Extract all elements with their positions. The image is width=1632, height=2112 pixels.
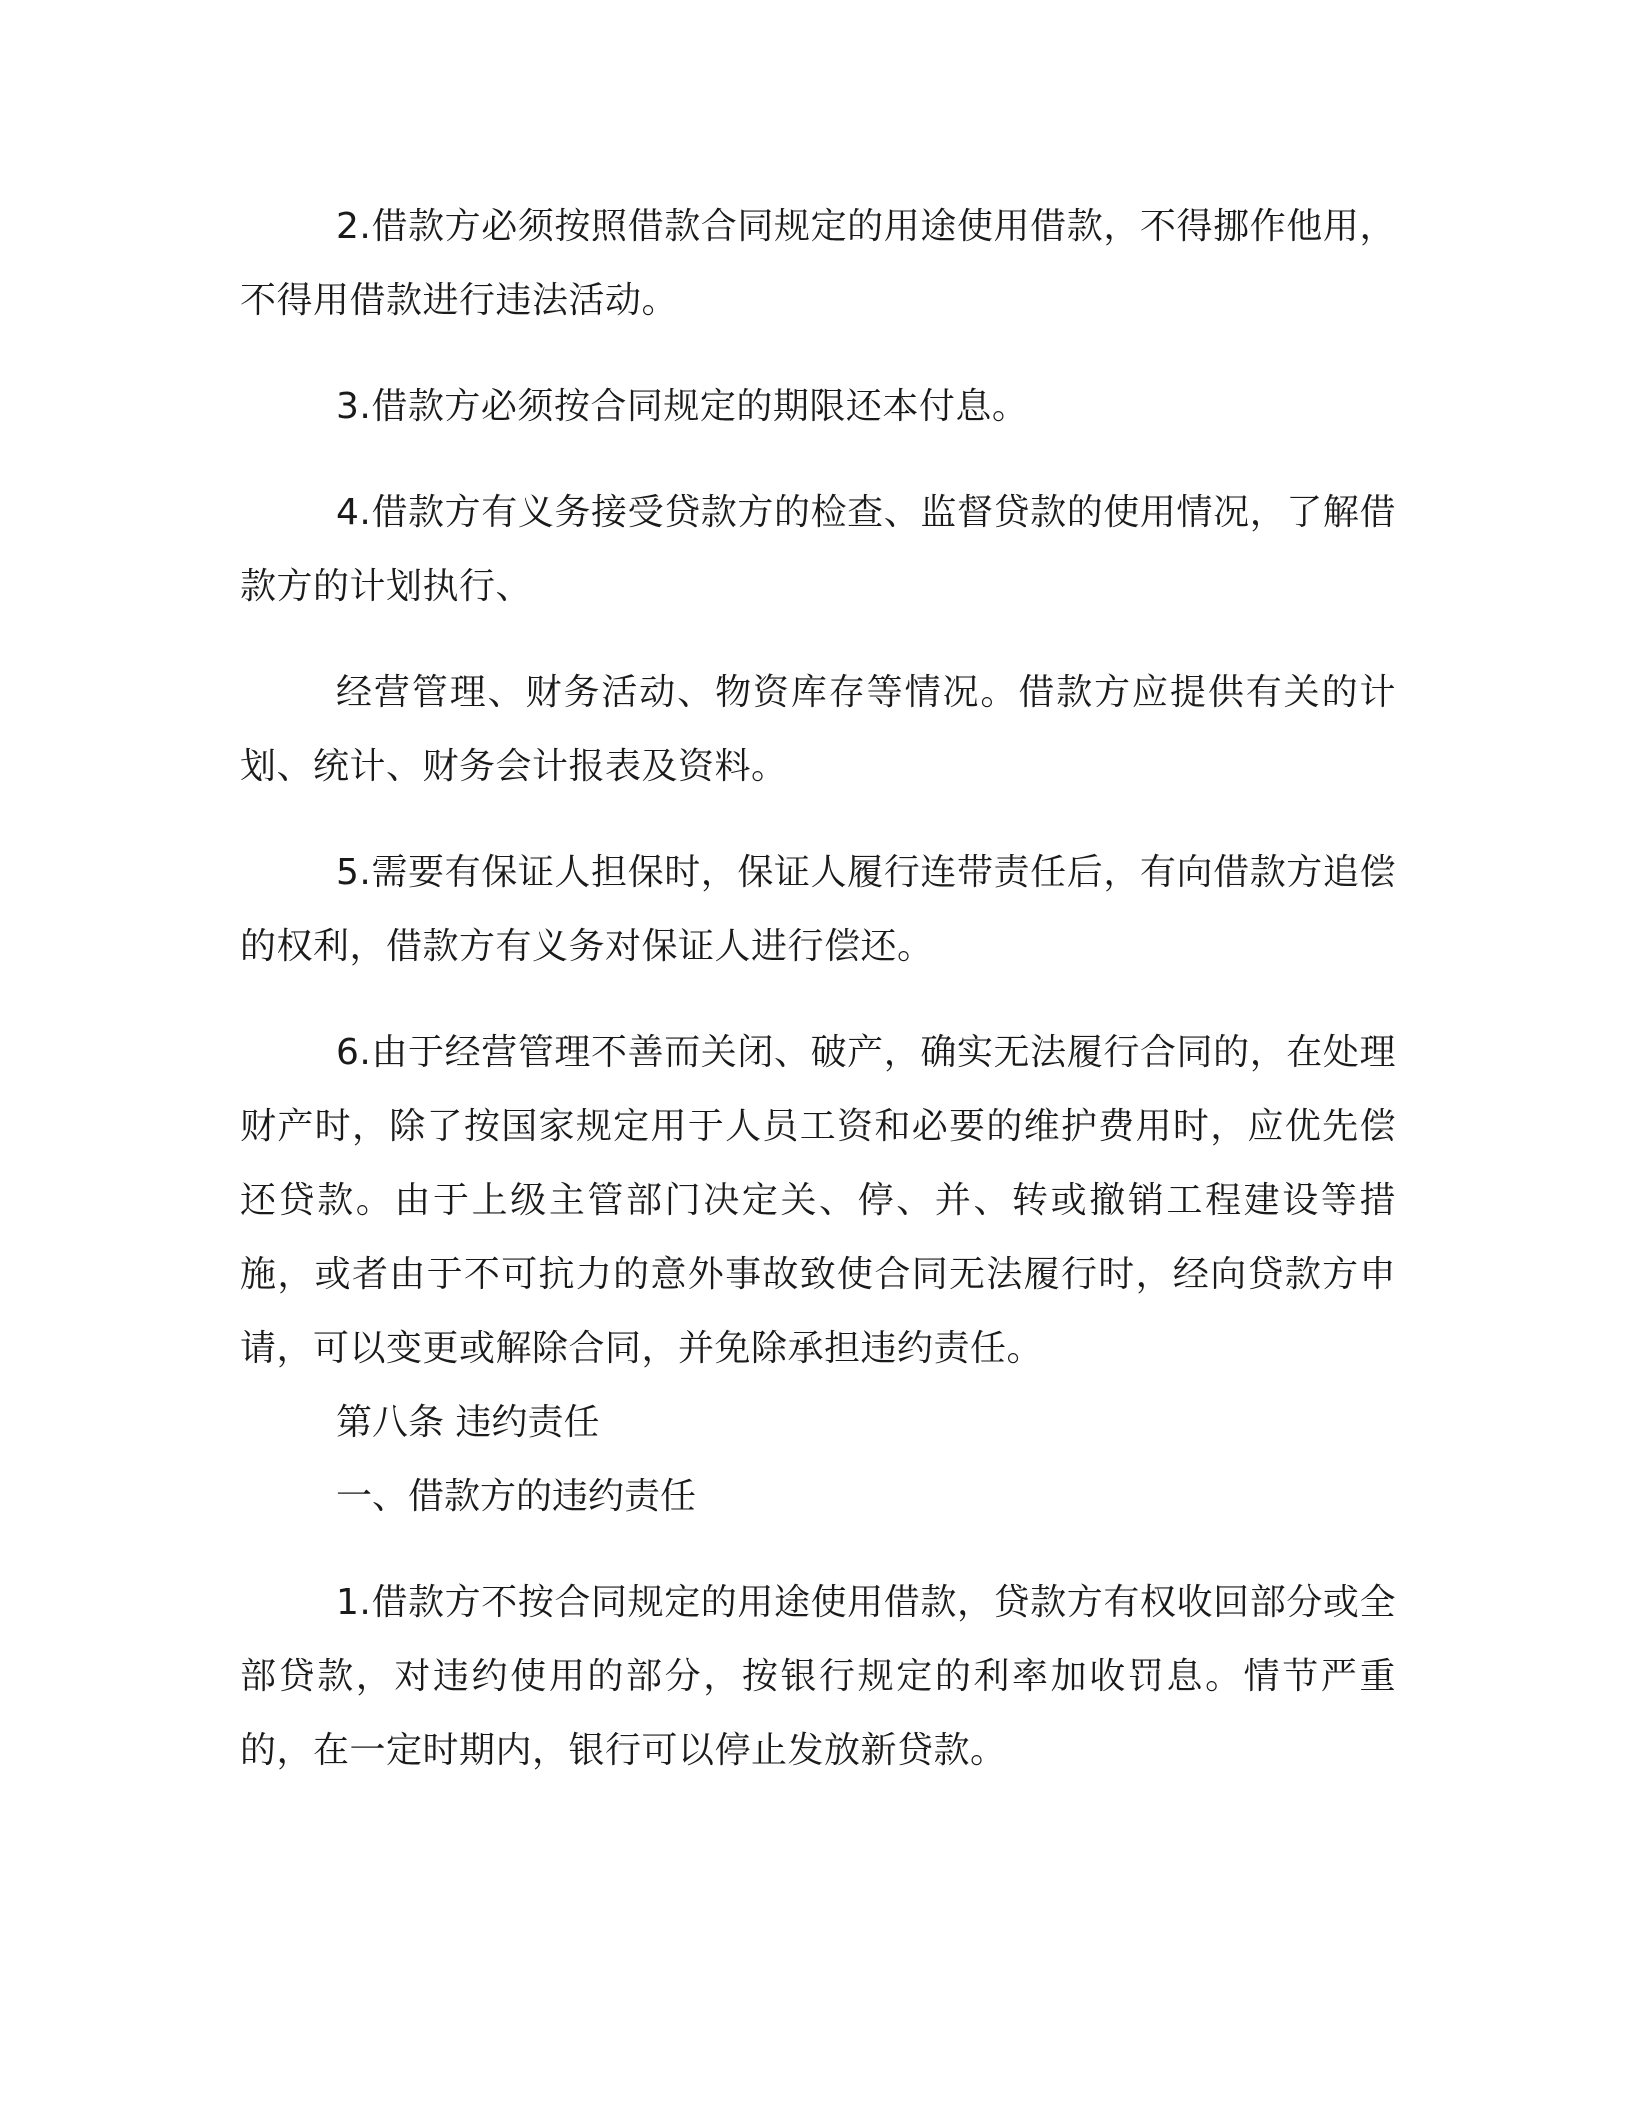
article-8-heading: 第八条 违约责任 [336,1402,600,1443]
document-body [240,190,1396,1788]
borrower-liability-heading: 一、借款方的违约责任 [336,1476,697,1517]
clause-4-paragraph: 4.借款方有义务接受贷款方的检查、监督贷款的使用情况，了解借款方的计划执行、 [240,492,1396,607]
clause-6-paragraph: 6.由于经营管理不善而关闭、破产，确实无法履行合同的，在处理财产时，除了按国家规定用于人员工资和必要的维护费用时，应优先偿还贷款。由于上级主管部门决定关、停、并、转或撤销工程建设等措施，或者由于不可抗力的意外事故致使合同无法履行时，经向贷款方申请，可以变更或解除合同，并免除承担违约责任。 [240,1032,1396,1369]
clause-5-paragraph: 5.需要有保证人担保时，保证人履行连带责任后，有向借款方追偿的权利，借款方有义务对保证人进行偿还。 [240,852,1396,967]
clause-2-paragraph: 2.借款方必须按照借款合同规定的用途使用借款，不得挪作他用，不得用借款进行违法活动。 [240,206,1396,321]
liability-clause-1-paragraph: 1.借款方不按合同规定的用途使用借款，贷款方有权收回部分或全部贷款，对违约使用的部分，按银行规定的利率加收罚息。情节严重的，在一定时期内，银行可以停止发放新贷款。 [240,1582,1396,1771]
clause-4-continuation-paragraph: 经营管理、财务活动、物资库存等情况。借款方应提供有关的计划、统计、财务会计报表及资料。 [240,672,1396,787]
clause-3-paragraph: 3.借款方必须按合同规定的期限还本付息。 [336,386,1029,427]
